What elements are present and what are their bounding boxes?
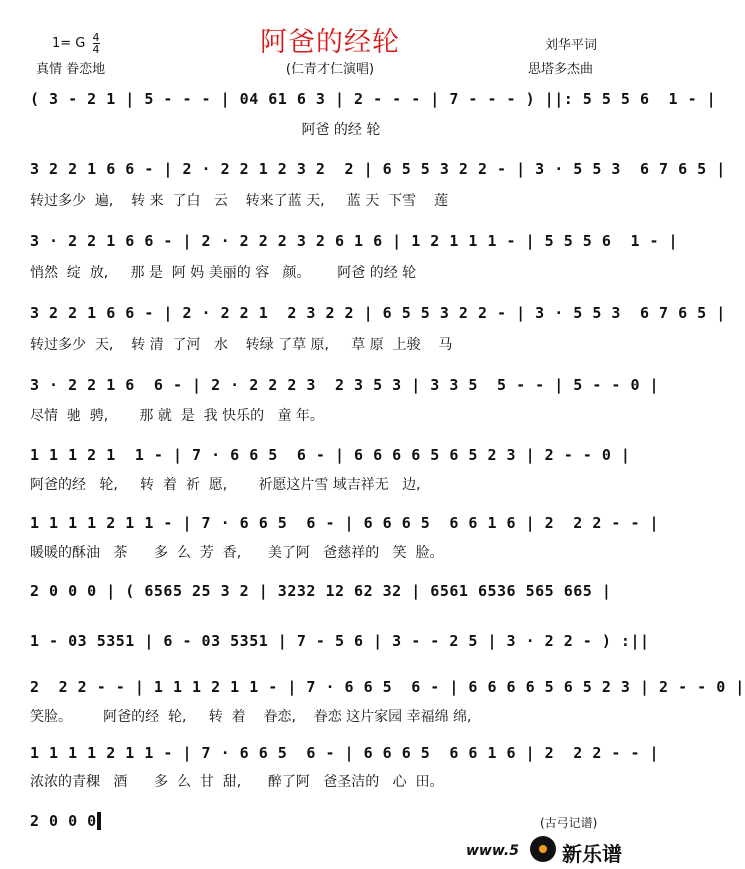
song-title: 阿爸的经轮 — [260, 27, 400, 58]
time-denominator: 4 — [92, 43, 100, 56]
notation-line-6: 1 1 1 2 1 1 - | 7 · 6 6 5 6 - | 6 6 6 6 5 6 5 2 3 | 2 - - 0 | — [30, 446, 631, 464]
notation-line-8: 2 0 0 0 | ( 6565 25 3 2 | 3232 12 62 32 | 6561 6536 565 665 | — [30, 582, 612, 600]
key-text: 1= G — [52, 36, 86, 51]
lyric-line-6: 阿爸的经 轮, 转 着 祈 愿, 祈愿这片雪 域吉祥无 边, — [30, 477, 421, 493]
notation-line-3: 3 · 2 2 1 6 6 - | 2 · 2 2 2 3 2 6 1 6 | 1 2 1 1 1 - | 5 5 5 6 1 - | — [30, 232, 679, 250]
lyric-line-10: 笑脸。 阿爸的经 轮, 转 着 眷恋, 眷恋 这片家园 幸福绵 绵, — [30, 709, 472, 725]
notation-line-5: 3 · 2 2 1 6 6 - | 2 · 2 2 2 3 2 3 5 3 | 3 3 5 5 - - | 5 - - 0 | — [30, 376, 660, 394]
notation-line-11: 1 1 1 1 2 1 1 - | 7 · 6 6 5 6 - | 6 6 6 5 6 6 1 6 | 2 2 2 - - | — [30, 744, 660, 762]
lyric-line-5: 尽情 驰 骋, 那 就 是 我 快乐的 童 年。 — [30, 408, 324, 424]
composer-credit: 思塔多杰曲 — [528, 62, 594, 77]
singer-credit: (仁青才仁演唱) — [285, 62, 375, 77]
lyric-line-1: 阿爸 的经 轮 — [30, 122, 381, 138]
lyric-line-2: 转过多少 遍, 转 来 了白 云 转来了蓝 天, 蓝 天 下雪 莲 — [30, 193, 448, 209]
transcriber-note: (古弓记谱) — [540, 816, 598, 830]
lyric-line-11: 浓浓的青稞 酒 多 么 甘 甜, 醉了阿 爸圣洁的 心 田。 — [30, 774, 444, 790]
notation-line-10: 2 2 2 - - | 1 1 1 2 1 1 - | 7 · 6 6 5 6 - | 6 6 6 6 5 6 5 2 3 | 2 - - 0 | — [30, 678, 745, 696]
notation-line-7: 1 1 1 1 2 1 1 - | 7 · 6 6 5 6 - | 6 6 6 5 6 6 1 6 | 2 2 2 - - | — [30, 514, 660, 532]
notation-line-1: ( 3 - 2 1 | 5 - - - | 04 61 6 3 | 2 - - - | 7 - - - ) ||: 5 5 5 6 1 - | — [30, 90, 717, 108]
notation-line-9: 1 - 03 5351 | 6 - 03 5351 | 7 - 5 6 | 3 - - 2 5 | 3 · 2 2 - ) :|| — [30, 632, 650, 650]
notation-line-12: 2 0 0 0 — [30, 812, 97, 830]
notation-line-4: 3 2 2 1 6 6 - | 2 · 2 2 1 2 3 2 2 | 6 5 5 3 2 2 - | 3 · 5 5 3 6 7 6 5 | — [30, 304, 726, 322]
performance-style: 真情 眷恋地 — [36, 62, 106, 77]
notation-line-2: 3 2 2 1 6 6 - | 2 · 2 2 1 2 3 2 2 | 6 5 5 3 2 2 - | 3 · 5 5 3 6 7 6 5 | — [30, 160, 726, 178]
lyricist-credit: 刘华平词 — [545, 38, 598, 53]
lyric-line-4: 转过多少 天, 转 清 了河 水 转绿 了草 原, 草 原 上骏 马 — [30, 337, 453, 353]
final-barline — [97, 812, 101, 830]
site-logo[interactable]: 新乐谱 — [562, 842, 622, 866]
lyric-line-7: 暖暖的酥油 茶 多 么 芳 香, 美了阿 爸慈祥的 笑 脸。 — [30, 545, 444, 561]
site-url[interactable]: www.5 — [466, 843, 519, 859]
logo-disc-icon — [530, 836, 556, 862]
lyric-line-3: 悄然 绽 放, 那 是 阿 妈 美丽的 容 颜。 阿爸 的经 轮 — [30, 265, 417, 281]
time-numerator: 4 — [92, 31, 100, 44]
